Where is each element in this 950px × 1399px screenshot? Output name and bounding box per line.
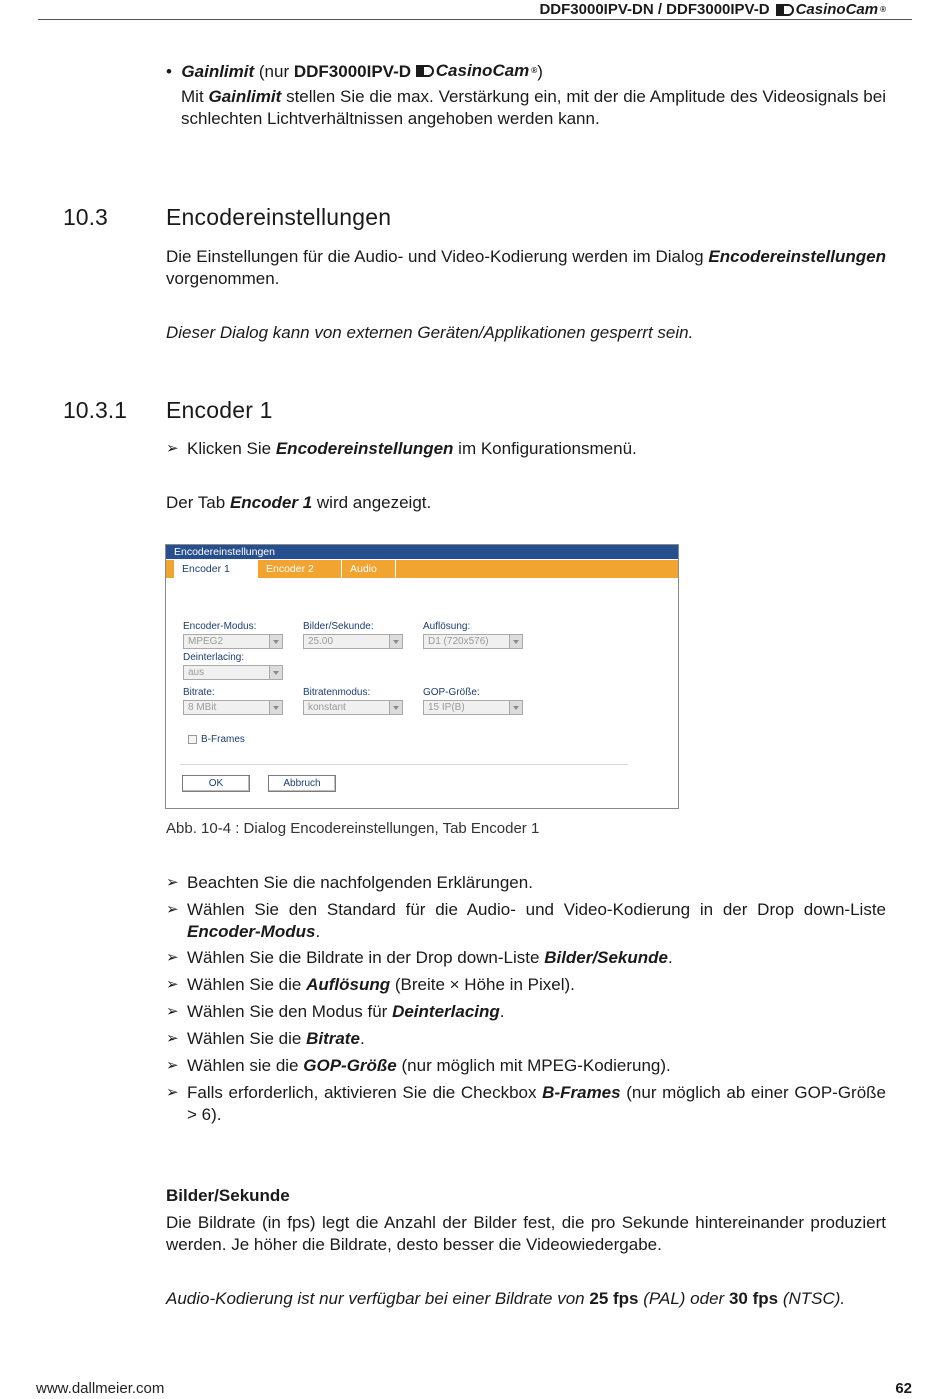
note-pre: Audio-Kodierung ist nur verfügbar bei einer Bildrate von (166, 1289, 585, 1308)
fps-value: 25.00 (308, 636, 334, 647)
gainlimit-bullet (166, 60, 886, 83)
step-term: Bitrate (306, 1029, 360, 1048)
page-header (539, 1, 886, 18)
gainlimit-model: DDF3000IPV-D (293, 62, 412, 81)
step-item (166, 872, 886, 894)
step-text: Wählen Sie die Bildrate in der Drop down-Liste (187, 948, 540, 967)
chevron-down-icon (389, 635, 402, 648)
step-post: (nur möglich ab einer GOP-Größe > 6). (187, 1083, 886, 1124)
step-post: . (667, 948, 673, 967)
resolution-value: D1 (720x576) (428, 636, 489, 647)
tab-pre: Der Tab (166, 493, 226, 512)
deinterlacing-label: Deinterlacing: (183, 652, 245, 663)
chevron-down-icon (269, 635, 282, 648)
gainlimit-description (181, 86, 886, 130)
gainlimit-desc-post: stellen Sie die max. Verstärkung ein, mit der die Amplitude des Videosignals bei schlechten Lichtverhältnissen angehoben werden kann. (181, 87, 886, 128)
note-mid: (PAL) oder (643, 1289, 725, 1308)
resolution-label: Auflösung: (423, 621, 471, 632)
bitrate-value: 8 MBit (188, 702, 217, 713)
section-intro-pre: Die Einstellungen für die Audio- und Video-Kodierung werden im Dialog (166, 247, 704, 266)
arrow-bullet-icon: ➢ (166, 901, 179, 918)
step-post: . (315, 922, 321, 941)
step-post: (Breite × Höhe in Pixel). (394, 975, 575, 994)
fps-label: Bilder/Sekunde: (303, 621, 374, 632)
page-number: 62 (895, 1380, 912, 1397)
arrow-bullet-icon: ➢ (166, 440, 179, 457)
chevron-down-icon (269, 666, 282, 679)
step-term: Deinterlacing (392, 1002, 500, 1021)
step-item (166, 974, 886, 996)
step-text: Wählen Sie den Standard für die Audio- und Video-Kodierung in der Drop down-Liste (187, 900, 886, 919)
resolution-select[interactable] (423, 634, 523, 649)
step-text: Falls erforderlich, aktivieren Sie die Checkbox (187, 1083, 537, 1102)
section-note: Dieser Dialog kann von externen Geräten/Applikationen gesperrt sein. (166, 323, 694, 342)
chevron-down-icon (509, 635, 522, 648)
dallmeier-logo-icon (416, 65, 434, 77)
step-pre: Klicken Sie (187, 439, 272, 458)
bframes-label: B-Frames (201, 734, 245, 745)
gainlimit-desc-pre: Mit (181, 87, 204, 106)
header-divider (38, 19, 912, 20)
subsection-title: Encoder 1 (166, 397, 273, 423)
open-dialog-step (166, 438, 637, 460)
arrow-bullet-icon: ➢ (166, 1084, 179, 1101)
section-intro-term: Encodereinstellungen (708, 247, 886, 266)
step-post: im Konfigurationsmenü. (458, 439, 637, 458)
section-intro-post: vorgenommen. (166, 269, 280, 288)
step-post: (nur möglich mit MPEG-Kodierung). (401, 1056, 671, 1075)
dialog-title: Encodereinstellungen (166, 545, 678, 559)
encoder-mode-value: MPEG2 (188, 636, 224, 647)
header-models: DDF3000IPV-DN / DDF3000IPV-D (539, 1, 770, 18)
step-term: Encodereinstellungen (275, 439, 454, 458)
header-brand: CasinoCam (795, 1, 879, 18)
tab-audio[interactable]: Audio (342, 560, 396, 578)
step-term: Auflösung (306, 975, 391, 994)
step-item (166, 1001, 886, 1023)
figure-caption: Abb. 10-4 : Dialog Encodereinstellungen, Tab Encoder 1 (166, 820, 540, 837)
fps-heading: Bilder/Sekunde (166, 1186, 290, 1205)
gainlimit-paren-close: ) (537, 62, 543, 81)
gainlimit-term: Gainlimit (181, 62, 255, 81)
encoder-mode-label: Encoder-Modus: (183, 621, 257, 632)
encoder-mode-select[interactable] (183, 634, 283, 649)
gainlimit-reg: ® (531, 66, 538, 75)
step-text: Wählen Sie die (187, 1029, 302, 1048)
note-v1: 25 fps (589, 1289, 639, 1308)
tab-encoder-2[interactable]: Encoder 2 (258, 560, 342, 578)
dallmeier-logo-icon (776, 4, 794, 16)
casinocam-logo (776, 1, 886, 18)
step-term: Encoder-Modus (187, 922, 316, 941)
chevron-down-icon (389, 701, 402, 714)
tab-post: wird angezeigt. (316, 493, 432, 512)
fps-body: Die Bildrate (in fps) legt die Anzahl der Bilder fest, die pro Sekunde hintereinander produziert werden. Je höher die Bildrate, desto besser die Videowiedergabe. (166, 1213, 886, 1254)
footer-url[interactable]: www.dallmeier.com (36, 1380, 165, 1397)
bitrate-select[interactable] (183, 700, 283, 715)
bframes-checkbox[interactable] (188, 735, 197, 744)
gainlimit-brand-logo (416, 60, 537, 82)
step-item (166, 1028, 886, 1050)
section-intro (166, 246, 886, 290)
bitrate-mode-label: Bitratenmodus: (303, 687, 371, 698)
step-text: Wählen Sie die (187, 975, 302, 994)
dialog-tab-bar (166, 560, 678, 578)
gop-label: GOP-Größe: (423, 687, 480, 698)
cancel-button[interactable]: Abbruch (268, 775, 336, 792)
tab-encoder-1[interactable]: Encoder 1 (174, 560, 258, 578)
subsection-number: 10.3.1 (63, 397, 127, 423)
step-item (166, 1055, 886, 1077)
header-reg: ® (880, 5, 886, 14)
arrow-bullet-icon: ➢ (166, 1057, 179, 1074)
encoder-settings-dialog (165, 544, 679, 809)
gainlimit-desc-term: Gainlimit (208, 87, 282, 106)
step-text: Wählen sie die (187, 1056, 299, 1075)
section-number: 10.3 (63, 204, 108, 230)
bitrate-label: Bitrate: (183, 687, 215, 698)
step-item (166, 947, 886, 969)
bitrate-mode-select[interactable] (303, 700, 403, 715)
note-v2: 30 fps (728, 1289, 779, 1308)
tab-shown-text (166, 492, 431, 514)
note-end: (NTSC). (782, 1289, 846, 1308)
chevron-down-icon (509, 701, 522, 714)
arrow-bullet-icon: ➢ (166, 1030, 179, 1047)
step-item (166, 899, 886, 943)
bullet-dot: • (166, 62, 177, 81)
dialog-divider (180, 764, 628, 765)
step-post: . (359, 1029, 365, 1048)
step-post: . (499, 1002, 505, 1021)
deinterlacing-select[interactable] (183, 665, 283, 680)
step-term: Bilder/Sekunde (544, 948, 668, 967)
gop-select[interactable] (423, 700, 523, 715)
section-title: Encodereinstellungen (166, 204, 392, 230)
ok-button[interactable]: OK (182, 775, 250, 792)
arrow-bullet-icon: ➢ (166, 1003, 179, 1020)
arrow-bullet-icon: ➢ (166, 976, 179, 993)
fps-audio-note (166, 1288, 886, 1310)
bitrate-mode-value: konstant (308, 702, 346, 713)
step-term: GOP-Größe (303, 1056, 397, 1075)
fps-select[interactable] (303, 634, 403, 649)
chevron-down-icon (269, 701, 282, 714)
deinterlacing-value: aus (188, 667, 205, 678)
gop-value: 15 IP(B) (428, 702, 465, 713)
step-text: Beachten Sie die nachfolgenden Erklärungen. (187, 873, 533, 892)
step-item (166, 1082, 886, 1126)
gainlimit-paren-open: (nur (258, 62, 290, 81)
arrow-bullet-icon: ➢ (166, 874, 179, 891)
tab-term: Encoder 1 (229, 493, 313, 512)
step-text: Wählen Sie den Modus für (187, 1002, 388, 1021)
step-term: B-Frames (542, 1083, 621, 1102)
gainlimit-brand: CasinoCam (435, 61, 530, 80)
arrow-bullet-icon: ➢ (166, 949, 179, 966)
